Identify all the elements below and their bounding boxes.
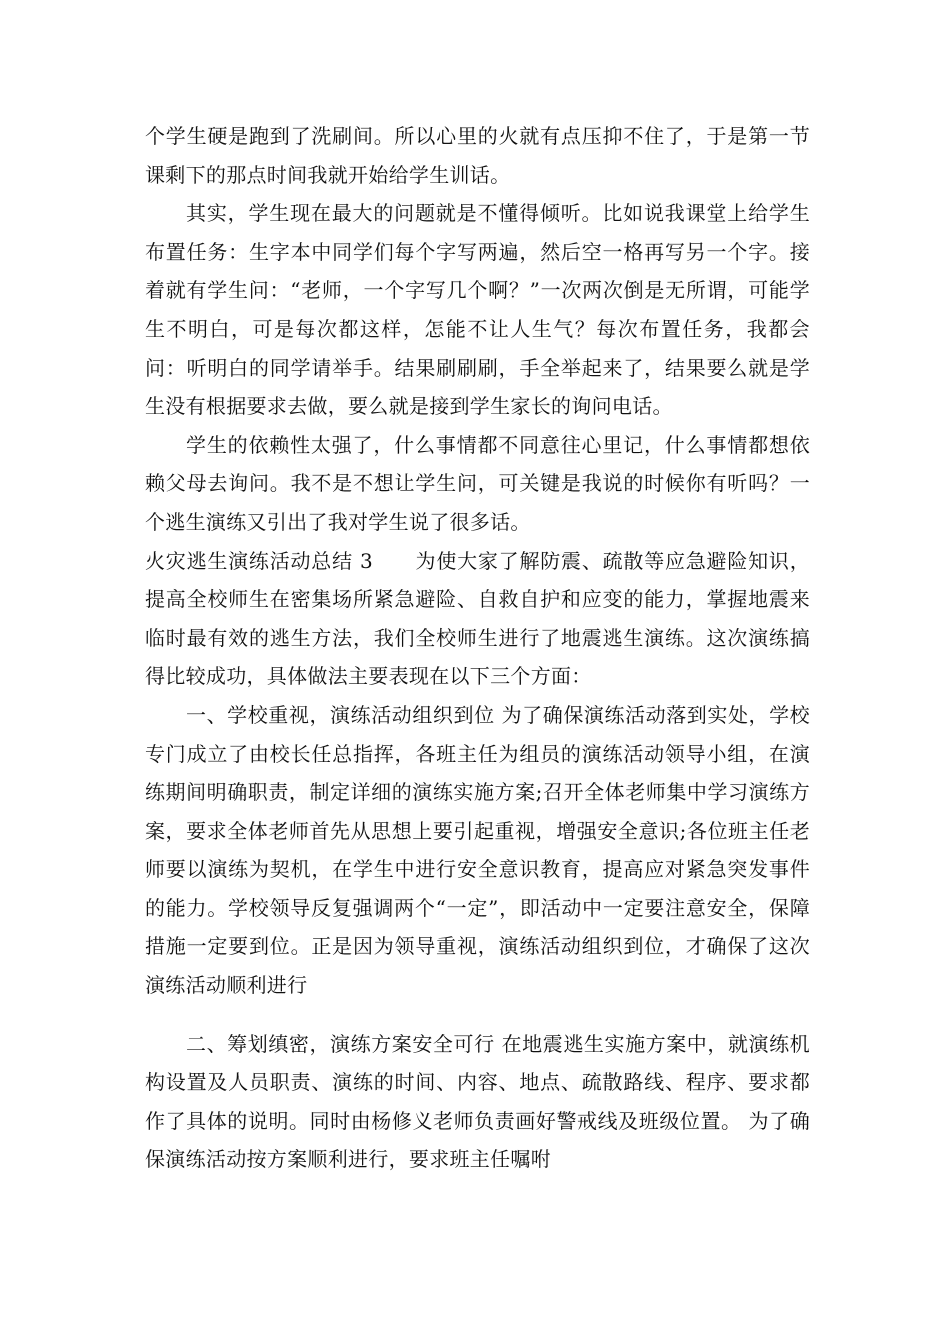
paragraph-6: 二、筹划缜密，演练方案安全可行 在地震逃生实施方案中，就演练机构设置及人员职责、演练的时间、内容、地点、疏散路线、程序、要求都作了具体的说明。同时由杨修义老师负责画好警戒线及班级位置。 为了确保演练活动按方案顺利进行，要求班主任嘱咐 <box>145 1031 810 1172</box>
paragraph-1: 个学生硬是跑到了洗刷间。所以心里的火就有点压抑不住了，于是第一节课剩下的那点时间我就开始给学生训话。 <box>145 124 810 187</box>
paragraph-2: 其实，学生现在最大的问题就是不懂得倾听。比如说我课堂上给学生布置任务：生字本中同学们每个字写两遍，然后空一格再写另一个字。接着就有学生问：“老师，一个字写几个啊？”一次两次倒是无所谓，可能学生不明白，可是每次都这样，怎能不让人生气？每次布置任务，我都会问：听明白的同学请举手。结果刷刷刷，手全举起来了，结果要么就是学生没有根据要求去做，要么就是接到学生家长的询问电话。 <box>145 201 810 419</box>
paragraph-4 <box>145 542 810 696</box>
paragraph-5: 一、学校重视，演练活动组织到位 为了确保演练活动落到实处，学校专门成立了由校长任总指挥，各班主任为组员的演练活动领导小组，在演练期间明确职责，制定详细的演练实施方案;召开全体老师集中学习演练方案，要求全体老师首先从思想上要引起重视，增强安全意识;各位班主任老师要以演练为契机，在学生中进行安全意识教育，提高应对紧急突发事件的能力。学校领导反复强调两个“一定”，即活动中一定要注意安全，保障措施一定要到位。正是因为领导重视，演练活动组织到位，才确保了这次演练活动顺利进行 <box>145 702 810 998</box>
section-heading: 火灾逃生演练活动总结 3 <box>145 548 374 573</box>
document-page <box>145 117 810 1179</box>
paragraph-4-body: 为使大家了解防震、疏散等应急避险知识，提高全校师生在密集场所紧急避险、自救自护和应变的能力，掌握地震来临时最有效的逃生方法，我们全校师生进行了地震逃生演练。这次演练搞得比较成功，具体做法主要表现在以下三个方面： <box>145 548 810 689</box>
paragraph-3: 学生的依赖性太强了，什么事情都不同意往心里记，什么事情都想依赖父母去询问。我不是不想让学生问，可关键是我说的时候你有听吗？一个逃生演练又引出了我对学生说了很多话。 <box>145 432 810 534</box>
